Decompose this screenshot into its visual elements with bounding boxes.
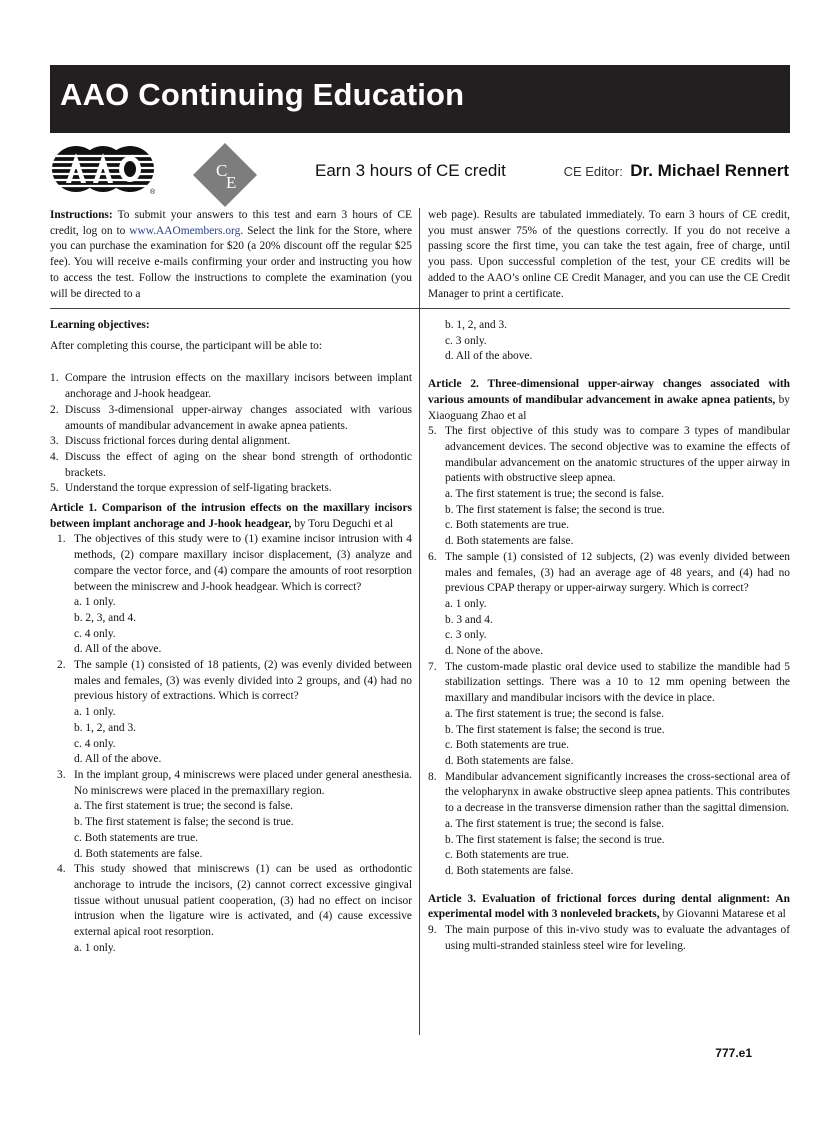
answer-option[interactable]: b. The first statement is false; the second is true. xyxy=(445,833,665,846)
question-8: 8. Mandibular advancement significantly increases the cross-sectional area of the velopharynx in awake obstructive sleep apnea patients. This contributes to a decrease in the transverse dimension rather than the sagittal dimension. xyxy=(428,770,790,815)
answer-option[interactable]: a. 1 only. xyxy=(74,596,116,609)
banner-title: AAO Continuing Education xyxy=(60,77,465,112)
instructions-right xyxy=(428,208,790,302)
answer-option[interactable]: b. 3 and 4. xyxy=(445,613,493,626)
answer-option[interactable]: b. The first statement is false; the second is true. xyxy=(74,816,294,829)
answer-option[interactable]: c. 3 only. xyxy=(445,629,487,642)
answer-option[interactable]: c. Both statements are true. xyxy=(445,739,569,752)
answer-option[interactable]: c. 3 only. xyxy=(445,334,487,347)
answer-option[interactable]: d. Both statements are false. xyxy=(445,864,574,877)
left-column xyxy=(50,318,412,956)
question-1: 1. The objectives of this study were to (1) examine incisor intrusion with 4 methods, (2) compare maxillary incisor displacement, (3) analyze and compare the vector force, and (4) compare the amounts of root resorption between the miniscrew and J-hook headgear. Which is correct? xyxy=(57,533,412,593)
editor-name: Dr. Michael Rennert xyxy=(630,161,789,180)
header-banner xyxy=(50,65,790,133)
objective-item: 5. Understand the torque expression of self-ligating brackets. xyxy=(50,482,332,495)
answer-option[interactable]: c. 4 only. xyxy=(74,627,116,640)
objectives-title: Learning objectives: xyxy=(50,319,150,331)
question-5: 5. The first objective of this study was to compare 3 types of mandibular advancement devices. The second objective was to examine the effects of mandibular advancement on the anatomic structures of the upper airway in patients with obstructive sleep apnea. xyxy=(428,425,790,485)
ce-logo-icon xyxy=(192,142,258,208)
answer-option[interactable]: a. The first statement is true; the second is false. xyxy=(445,488,664,501)
answer-option[interactable]: b. The first statement is false; the second is true. xyxy=(445,723,665,736)
svg-text:E: E xyxy=(226,173,237,192)
answer-option[interactable]: c. Both statements are true. xyxy=(445,849,569,862)
answer-option[interactable]: d. All of the above. xyxy=(74,753,162,766)
article-3-heading: Article 3. Evaluation of frictional forces during dental alignment: An experimental model with 3 nonleveled brackets, by Giovanni Matarese et al xyxy=(428,892,790,921)
objectives-intro: After completing this course, the participant will be able to: xyxy=(50,339,323,352)
right-column xyxy=(428,318,790,954)
answer-option[interactable]: b. The first statement is false; the second is true. xyxy=(445,503,665,516)
page-number: 777.e1 xyxy=(715,1046,752,1060)
question-5-options xyxy=(428,487,790,550)
aao-logo-icon xyxy=(50,143,160,195)
instructions-left xyxy=(50,208,412,302)
ce-editor xyxy=(564,161,789,181)
question-4-options xyxy=(50,941,412,957)
answer-option[interactable]: c. Both statements are true. xyxy=(445,519,569,532)
answer-option[interactable]: a. The first statement is true; the second is false. xyxy=(445,707,664,720)
instructions-label: Instructions: xyxy=(50,209,113,221)
question-7-options xyxy=(428,707,790,770)
answer-option[interactable]: b. 1, 2, and 3. xyxy=(74,721,137,734)
question-2: 2. The sample (1) consisted of 18 patients, (2) was evenly divided between males and females, (3) was evenly divided into 2 groups, and (4) had no previous history of extractions. Which is correct? xyxy=(57,659,412,703)
question-7: 7. The custom-made plastic oral device used to stabilize the mandible had 5 stabilization settings. There was a 10 to 12 mm opening between the maxillary and mandibular incisors with the device in place. xyxy=(428,660,790,705)
question-3-options xyxy=(50,799,412,862)
article-2-heading: Article 2. Three-dimensional upper-airway changes associated with various amounts of mandibular advancement in awake apnea patients, by Xiaoguang Zhao et al xyxy=(428,378,790,422)
question-8-options xyxy=(428,817,790,880)
question-4-options-continued xyxy=(428,318,790,365)
question-1-options xyxy=(50,595,412,658)
svg-text:C: C xyxy=(216,161,228,180)
answer-option[interactable]: d. Both statements are false. xyxy=(445,754,574,767)
question-3: 3. In the implant group, 4 miniscrews were placed under general anesthesia. No miniscrews were placed in the premaxillary region. xyxy=(57,768,412,797)
answer-option[interactable]: c. 4 only. xyxy=(74,737,116,750)
instructions-text-b: . Select the link for the Store, where you can purchase the examination for $20 (a 20% discount off the regular $25 fee). You will receive e-mails confirming your order and instructing you how to access the test. Follow the instructions to complete the examination (you will be directed to a xyxy=(50,224,412,300)
instructions-text-c: web page). Results are tabulated immediately. To earn 3 hours of CE credit, you must answer 75% of the questions correctly. If you do not receive a passing score the first time, you can take the test again, free of charge, until you pass. Upon successful completion of the test, your CE credits will be added to the AAO’s online CE Credit Manager, and you can use the CE Credit Manager to print a certificate. xyxy=(428,209,790,300)
answer-option[interactable]: d. Both statements are false. xyxy=(445,535,574,548)
aao-members-link[interactable]: www.AAOmembers.org xyxy=(129,224,241,237)
question-6: 6. The sample (1) consisted of 12 subjects, (2) was evenly divided between males and females, (3) had an average age of 48 years, and (4) had no previous CPAP therapy or upper-airway surgery. Which is correct? xyxy=(428,550,790,595)
question-2-options xyxy=(50,705,412,768)
objective-item: 4. Discuss the effect of aging on the shear bond strength of orthodontic brackets. xyxy=(50,450,412,479)
answer-option[interactable]: d. Both statements are false. xyxy=(74,847,203,860)
answer-option[interactable]: d. All of the above. xyxy=(74,643,162,656)
answer-option[interactable]: d. All of the above. xyxy=(445,350,533,363)
answer-option[interactable]: d. None of the above. xyxy=(445,645,544,658)
answer-option[interactable]: a. 1 only. xyxy=(74,941,116,954)
question-6-options xyxy=(428,597,790,660)
column-divider xyxy=(419,208,420,1035)
objective-item: 1. Compare the intrusion effects on the maxillary incisors between implant anchorage and J-hook headgear. xyxy=(50,372,412,401)
objective-item: 2. Discuss 3-dimensional upper-airway changes associated with various amounts of mandibular advancement in awake apnea patients. xyxy=(50,403,412,432)
answer-option[interactable]: a. The first statement is true; the second is false. xyxy=(445,817,664,830)
answer-option[interactable]: b. 2, 3, and 4. xyxy=(74,611,137,624)
objectives-list xyxy=(50,371,412,497)
objective-item: 3. Discuss frictional forces during dental alignment. xyxy=(50,435,291,448)
article-1-heading: Article 1. Comparison of the intrusion effects on the maxillary incisors between implant anchorage and J-hook headgear, by Toru Deguchi et al xyxy=(50,502,412,530)
instructions-text-a: To submit your answers to this test and earn 3 hours of CE credit, log on to xyxy=(50,209,412,237)
earn-credit-text: Earn 3 hours of CE credit xyxy=(315,161,506,180)
section-divider xyxy=(50,308,790,309)
answer-option[interactable]: a. The first statement is true; the second is false. xyxy=(74,800,293,813)
editor-label: CE Editor: xyxy=(563,164,623,179)
answer-option[interactable]: b. 1, 2, and 3. xyxy=(445,319,508,331)
svg-text:®: ® xyxy=(150,189,156,195)
answer-option[interactable]: a. 1 only. xyxy=(445,597,487,610)
question-9: 9. The main purpose of this in-vivo study was to evaluate the advantages of using multi-stranded stainless steel wire for leveling. xyxy=(428,924,790,952)
question-4: 4. This study showed that miniscrews (1) can be used as orthodontic anchorage to intrude the incisors, (2) cannot correct excessive gingival tissue without unusual patient cooperation, (3) had no effect on incisor intrusion when the ligature wire is activated, and (4) cause excessive external apical root resorption. xyxy=(57,863,412,939)
answer-option[interactable]: c. Both statements are true. xyxy=(74,831,198,844)
answer-option[interactable]: a. 1 only. xyxy=(74,706,116,719)
